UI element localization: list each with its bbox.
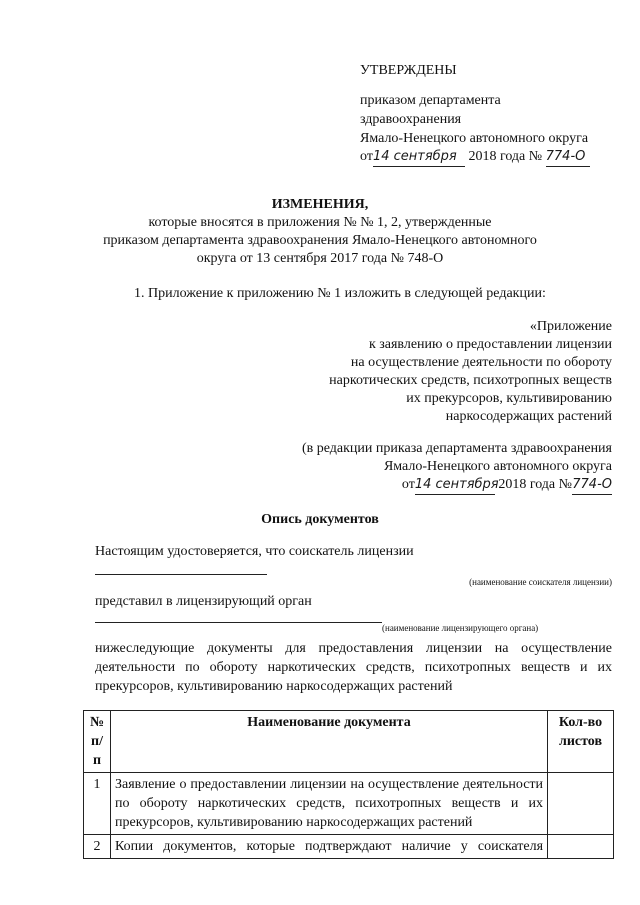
appendix-line-4: наркотических средств, психотропных веществ [329,373,612,388]
approval-heading: УТВЕРЖДЕНЫ [360,63,457,78]
inventory-para-line-1: нижеследующие документы для предоставления лицензии на осуществление [95,641,612,656]
approval-handwritten-date: 14 сентября [373,148,465,167]
appendix-line-2: к заявлению о предоставлении лицензии [368,337,612,352]
row-document-name: Копии документов, которые подтверждают наличие у соискателя [110,835,547,859]
approval-line-2: здравоохранения [360,112,462,127]
appendix-line-1: «Приложение [529,319,612,334]
edition-line-1: (в редакции приказа департамента здравоохранения [301,441,612,456]
appendix-line-3: на осуществление деятельности по обороту [350,355,612,370]
row-document-name: Заявление о предоставлении лицензии на осуществление деятельности по обороту наркотических средств, психотропных веществ и их прекурсоров, культивированию наркосодержащих растений [110,773,547,835]
approval-line-1: приказом департамента [360,93,501,108]
header-sheet-count [548,711,614,773]
edition-handwritten-date: 14 сентября [415,476,495,495]
approval-date-line [360,148,590,167]
approval-date-suffix: 2018 года № [468,149,543,164]
table-header-row [84,711,614,773]
document-title: ИЗМЕНЕНИЯ, [271,197,369,212]
title-line-3: округа от 13 сентября 2017 года № 748-О [196,251,444,266]
title-line-1: которые вносятся в приложения № № 1, 2, утвержденные [148,215,492,230]
row-number: 1 [84,773,111,835]
submitted-text: представил в лицензирующий орган [95,594,312,609]
approval-handwritten-number: 774-О [546,148,590,167]
edition-handwritten-number: 774-О [572,476,612,495]
header-count-line-2: листов [558,734,603,749]
inventory-title: Опись документов [261,512,379,527]
applicant-caption: (наименование соискателя лицензии) [469,577,612,587]
title-line-2: приказом департамента здравоохранения Ямало-Ненецкого автономного [103,233,537,248]
edition-date-suffix: 2018 года № [498,477,572,492]
edition-line-2: Ямало-Ненецкого автономного округа [383,459,612,474]
inventory-para-line-3: прекурсоров, культивированию наркосодержащих растений [95,679,453,694]
appendix-line-6: наркосодержащих растений [445,409,612,424]
edition-date-line [200,476,612,495]
documents-table [83,710,614,859]
table-row [84,835,614,859]
certify-text: Настоящим удостоверяется, что соискатель лицензии [95,544,414,559]
table-row [84,773,614,835]
approval-date-prefix: от [360,149,373,164]
approval-line-3: Ямало-Ненецкого автономного округа [360,131,589,146]
row-sheet-count [548,835,614,859]
header-number-line-2: п/п [91,734,103,768]
header-number [84,711,111,773]
header-number-line-1: № [89,715,105,730]
authority-caption: (наименование лицензирующего органа) [382,623,539,633]
authority-line [95,622,382,623]
header-document-name: Наименование документа [110,711,547,773]
header-count-line-1: Кол-во [558,715,603,730]
inventory-para-line-2: деятельности по обороту наркотических средств, психотропных веществ и их [95,660,612,675]
item-1-text: 1. Приложение к приложению № 1 изложить в следующей редакции: [134,286,546,301]
appendix-line-5: их прекурсоров, культивированию [406,391,612,406]
applicant-line [95,574,267,575]
edition-date-prefix: от [401,477,415,492]
row-number: 2 [84,835,111,859]
row-sheet-count [548,773,614,835]
